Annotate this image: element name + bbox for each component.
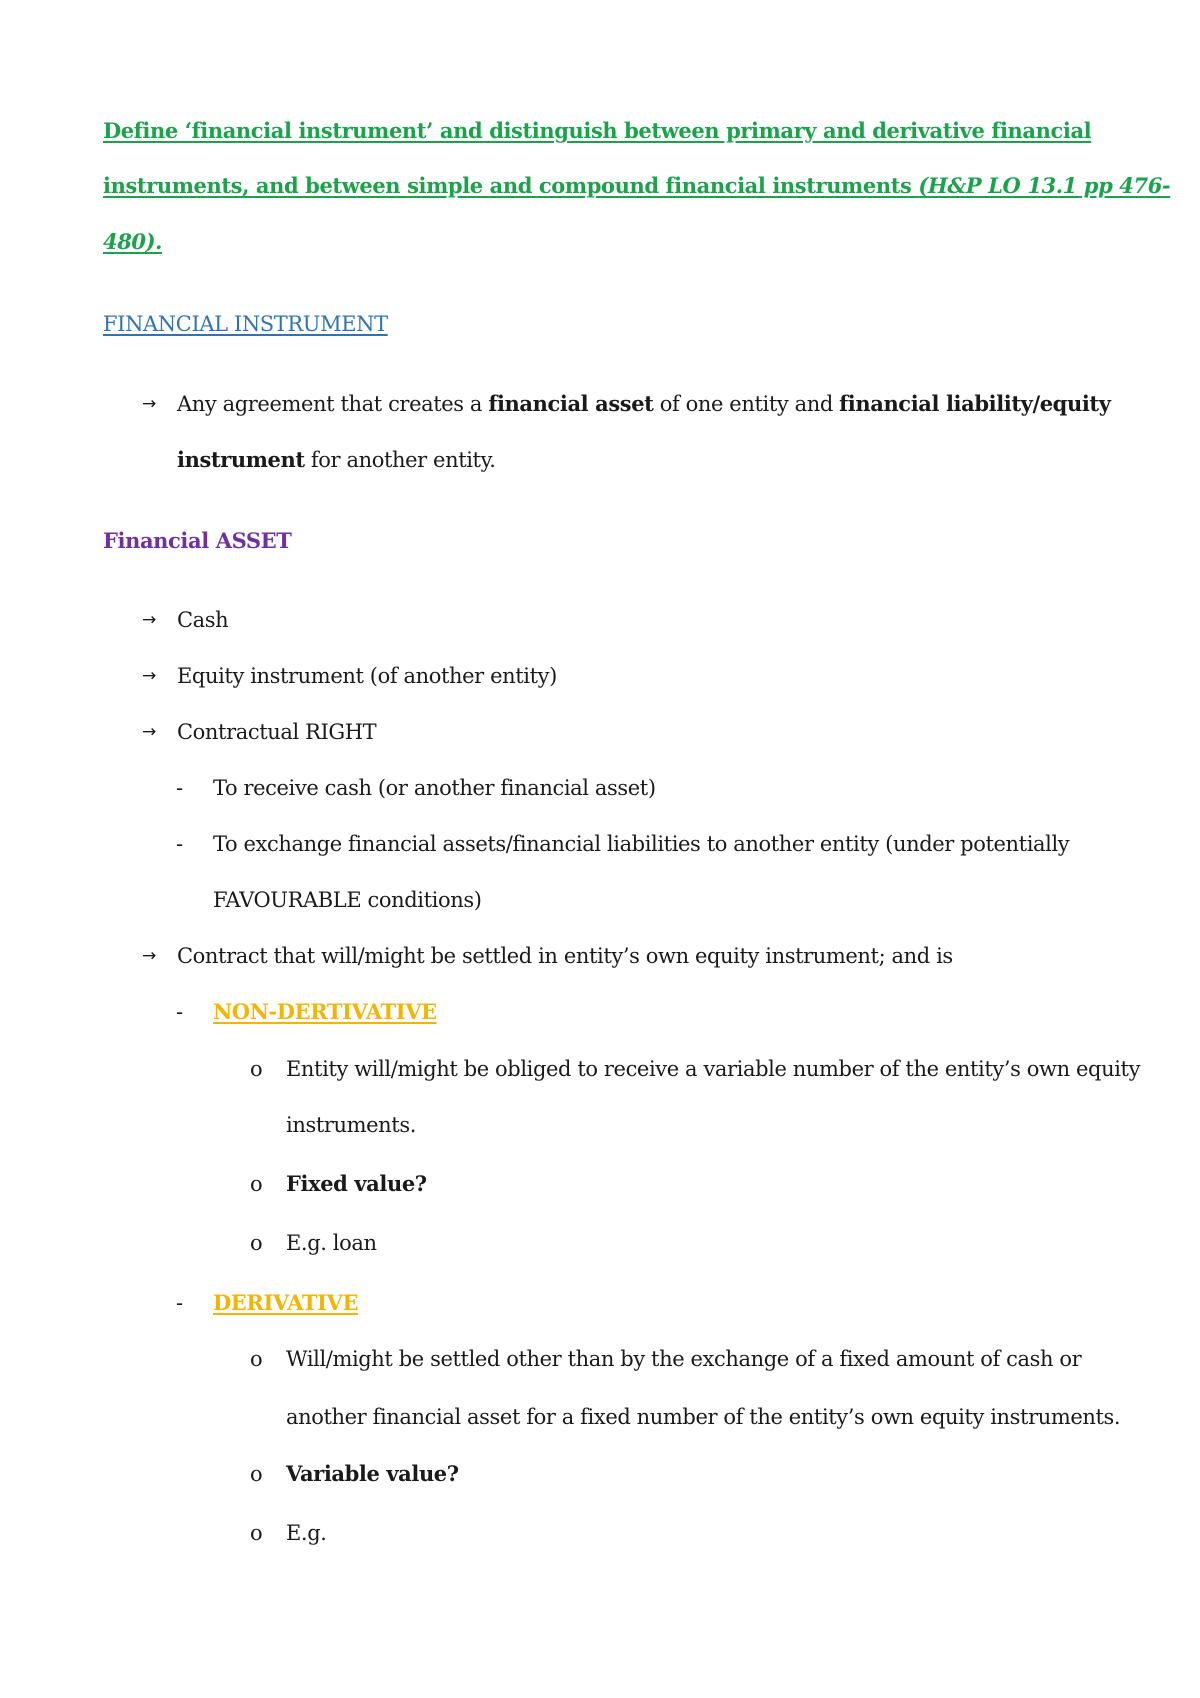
asset-item-contractual-right: Contractual RIGHT [177, 720, 377, 744]
definition-line-2 [177, 446, 496, 474]
circle-bullet-icon: o [250, 1347, 263, 1371]
definition-text: for another entity. [304, 448, 496, 472]
label-non-derivative: NON-DERTIVATIVE [213, 999, 437, 1024]
arrow-bullet-icon: → [142, 394, 156, 414]
title-text-1: Define ‘financial instrument’ and distinguish between primary and derivative financial [103, 118, 1092, 143]
arrow-bullet-icon: → [142, 946, 156, 966]
circle-bullet-icon: o [250, 1521, 263, 1545]
circle-bullet-icon: o [250, 1231, 263, 1255]
non-derivative-item-1-line-1: Entity will/might be obliged to receive a variable number of the entity’s own equity [286, 1057, 1141, 1081]
non-derivative-fixed-value: Fixed value? [286, 1171, 427, 1196]
definition-text: of one entity and [653, 392, 840, 416]
derivative-variable-value: Variable value? [286, 1461, 459, 1486]
title-line-2 [103, 172, 1170, 200]
label-derivative: DERIVATIVE [213, 1290, 359, 1315]
circle-bullet-icon: o [250, 1057, 263, 1081]
non-derivative-item-1-line-2: instruments. [286, 1113, 416, 1137]
circle-bullet-icon: o [250, 1172, 263, 1196]
asset-item-cash: Cash [177, 608, 229, 632]
circle-bullet-icon: o [250, 1462, 263, 1486]
title-reference-2: 480). [103, 229, 163, 254]
derivative-item-1-line-2: another financial asset for a fixed number of the entity’s own equity instruments. [286, 1405, 1121, 1429]
term-instrument: instrument [177, 447, 305, 472]
arrow-bullet-icon: → [142, 722, 156, 742]
right-item-receive-cash: To receive cash (or another financial asset) [213, 776, 656, 800]
derivative-item-1-line-1: Will/might be settled other than by the exchange of a fixed amount of cash or [286, 1347, 1082, 1371]
derivative-example: E.g. [286, 1521, 327, 1545]
asset-item-equity: Equity instrument (of another entity) [177, 664, 557, 688]
dash-bullet: - [176, 1291, 183, 1315]
definition-text: Any agreement that creates a [177, 392, 489, 416]
asset-item-contract: Contract that will/might be settled in entity’s own equity instrument; and is [177, 944, 953, 968]
title-text-2: instruments, and between simple and compound financial instruments [103, 173, 919, 198]
definition-line-1 [177, 390, 1111, 418]
arrow-bullet-icon: → [142, 610, 156, 630]
dash-bullet: - [176, 776, 183, 800]
right-item-exchange-line-1: To exchange financial assets/financial liabilities to another entity (under potentially [213, 832, 1070, 856]
title-line-1 [103, 117, 1091, 145]
heading-financial-asset: Financial ASSET [103, 528, 292, 553]
term-financial-liability: financial liability/equity [839, 391, 1111, 416]
dash-bullet: - [176, 832, 183, 856]
non-derivative-example: E.g. loan [286, 1231, 377, 1255]
right-item-exchange-line-2: FAVOURABLE conditions) [213, 888, 482, 912]
heading-financial-instrument: FINANCIAL INSTRUMENT [103, 312, 388, 336]
term-financial-asset: financial asset [488, 391, 654, 416]
dash-bullet: - [176, 1000, 183, 1024]
arrow-bullet-icon: → [142, 666, 156, 686]
title-line-3 [103, 228, 162, 256]
title-reference-1: (H&P LO 13.1 pp 476- [918, 173, 1171, 198]
